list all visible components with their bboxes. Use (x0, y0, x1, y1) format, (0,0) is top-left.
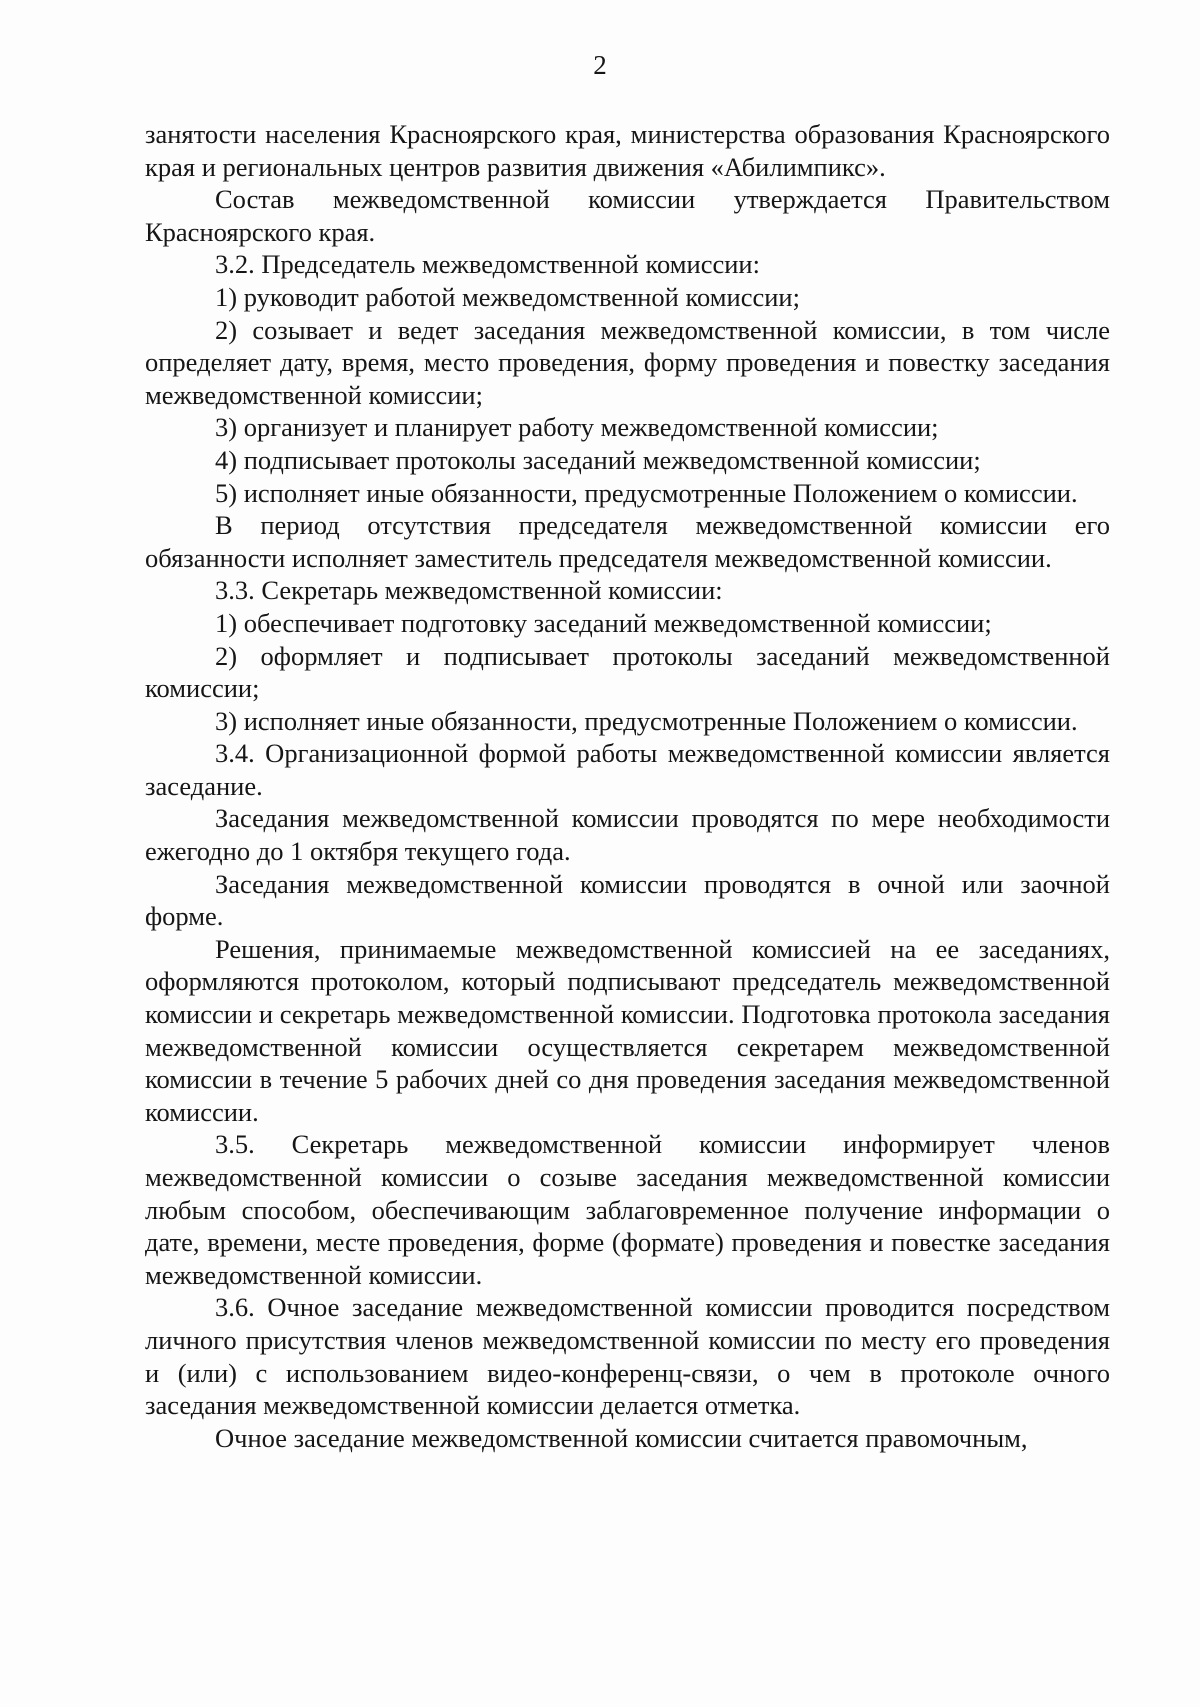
document-body (145, 118, 1110, 1454)
paragraph: В период отсутствия председателя межведомственной комиссии его обязанности исполняет заместитель председателя межведомственной комиссии. (145, 510, 1110, 573)
paragraph: 3.6. Очное заседание межведомственной комиссии проводится посредством личного присутствия членов межведомственной комиссии по месту его проведения и (или) с использованием видео-конференц-связи, о чем в протоколе очного заседания межведомственной комиссии делается отметка. (145, 1292, 1110, 1421)
section-heading: 3.3. Секретарь межведомственной комиссии: (215, 575, 723, 606)
list-item: 5) исполняет иные обязанности, предусмотренные Положением о комиссии. (215, 477, 1078, 508)
section-heading: 3.2. Председатель межведомственной комиссии: (215, 249, 760, 280)
paragraph: Решения, принимаемые межведомственной комиссией на ее заседаниях, оформляются протоколом, который подписывают председатель межведомственной комиссии и секретарь межведомственной комиссии. Подготовка протокола заседания межведомственной комиссии осуществляется секретарем межведомственной комиссии в течение 5 рабочих дней со дня проведения заседания межведомственной комиссии. (145, 933, 1110, 1127)
list-item: 4) подписывает протоколы заседаний межведомственной комиссии; (215, 444, 981, 475)
paragraph: занятости населения Красноярского края, министерства образования Красноярского края и региональных центров развития движения «Абилимпикс». (145, 119, 1110, 182)
list-item: 1) руководит работой межведомственной комиссии; (215, 281, 800, 312)
list-item: 2) созывает и ведет заседания межведомственной комиссии, в том числе определяет дату, время, место проведения, форму проведения и повестку заседания межведомственной комиссии; (145, 314, 1110, 410)
page-number: 2 (593, 50, 607, 80)
paragraph: Заседания межведомственной комиссии проводятся в очной или заочной форме. (145, 868, 1110, 932)
paragraph: Заседания межведомственной комиссии проводятся по мере необходимости ежегодно до 1 октября текущего года. (145, 803, 1110, 867)
list-item: 3) организует и планирует работу межведомственной комиссии; (215, 412, 939, 443)
list-item: 3) исполняет иные обязанности, предусмотренные Положением о комиссии. (215, 705, 1078, 736)
list-item: 1) обеспечивает подготовку заседаний межведомственной комиссии; (215, 607, 992, 638)
paragraph: 3.4. Организационной формой работы межведомственной комиссии является заседание. (145, 738, 1110, 801)
paragraph: Очное заседание межведомственной комиссии считается правомочным, (215, 1422, 1028, 1453)
list-item: 2) оформляет и подписывает протоколы заседаний межведомственной комиссии; (145, 640, 1110, 704)
paragraph: 3.5. Секретарь межведомственной комиссии информирует членов межведомственной комиссии о созыве заседания межведомственной комиссии любым способом, обеспечивающим заблаговременное получение информации о дате, времени, месте проведения, форме (формате) проведения и повестке заседания межведомственной комиссии. (145, 1129, 1110, 1290)
paragraph: Состав межведомственной комиссии утверждается Правительством Красноярского края. (145, 184, 1110, 247)
